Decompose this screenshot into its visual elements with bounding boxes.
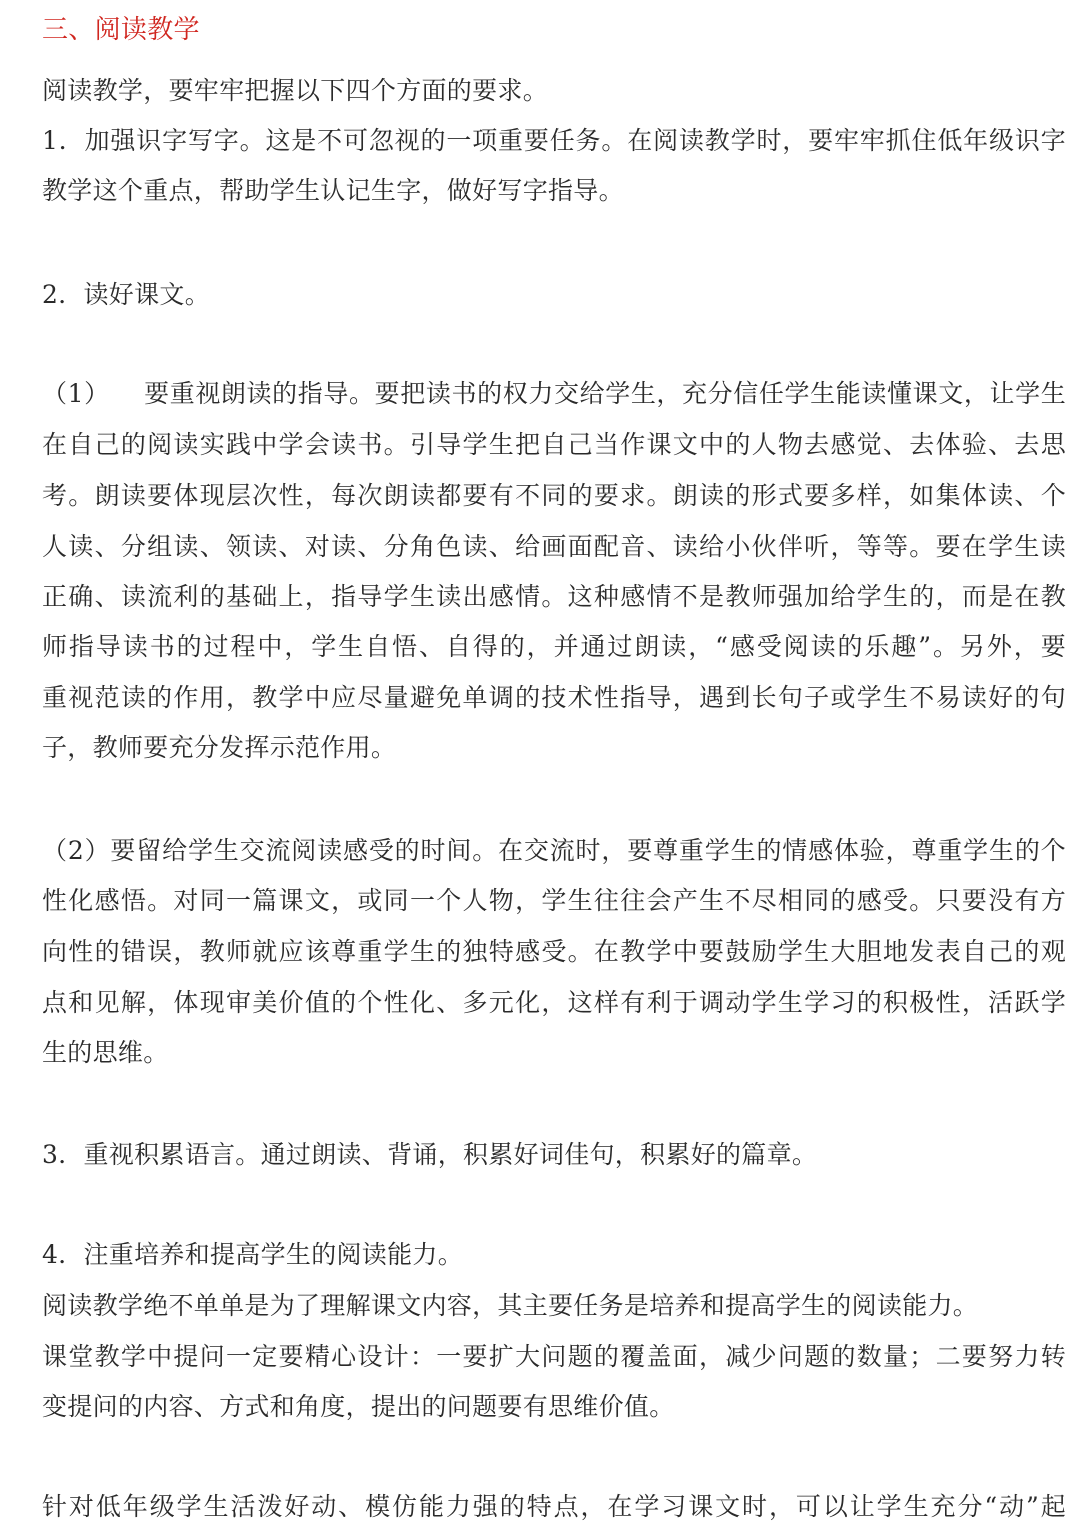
item2-sub1-line-6: 师指导读书的过程中，学生自悟、自得的，并通过朗读，“感受阅读的乐趣”。另外，要 [42, 632, 1066, 661]
item2-sub2-line-1: （2）要留给学生交流阅读感受的时间。在交流时，要尊重学生的情感体验，尊重学生的个 [42, 836, 1066, 865]
item2-sub2-line-3: 向性的错误，教师就应该尊重学生的独特感受。在教学中要鼓励学生大胆地发表自己的观 [42, 937, 1066, 966]
item2-sub1-line-7: 重视范读的作用，教学中应尽量避免单调的技术性指导，遇到长句子或学生不易读好的句 [42, 683, 1066, 712]
item2-sub2-line-5: 生的思维。 [42, 1038, 169, 1067]
item2-sub1-line-4: 人读、分组读、领读、对读、分角色读、给画面配音、读给小伙伴听，等等。要在学生读 [42, 532, 1066, 561]
item2-sub2-line-4: 点和见解，体现审美价值的个性化、多元化，这样有利于调动学生学习的积极性，活跃学 [42, 988, 1066, 1017]
item4-heading: 4．注重培养和提高学生的阅读能力。 [42, 1240, 464, 1269]
item2-sub1-line-8: 子，教师要充分发挥示范作用。 [42, 733, 397, 762]
section-title: 三、阅读教学 [42, 15, 200, 45]
section-intro: 阅读教学，要牢牢把握以下四个方面的要求。 [42, 76, 549, 105]
item2-sub1-line-1-text: 要重视朗读的指导。要把读书的权力交给学生，充分信任学生能读懂课文，让学生 [143, 379, 1066, 408]
item2-heading: 2．读好课文。 [42, 280, 211, 309]
item4-line-3: 变提问的内容、方式和角度，提出的问题要有思维价值。 [42, 1392, 675, 1421]
item4-line-1: 阅读教学绝不单单是为了理解课文内容，其主要任务是培养和提高学生的阅读能力。 [42, 1291, 979, 1320]
item2-sub1-line-2: 在自己的阅读实践中学会读书。引导学生把自己当作课文中的人物去感觉、去体验、去思 [42, 430, 1066, 459]
item1-line-1: 1．加强识字写字。这是不可忽视的一项重要任务。在阅读教学时，要牢牢抓住低年级识字 [42, 126, 1066, 155]
item2-sub1-line-3: 考。朗读要体现层次性，每次朗读都要有不同的要求。朗读的形式要多样，如集体读、个 [42, 481, 1066, 510]
item2-sub1-marker: （1） [42, 379, 110, 408]
item2-sub1-line-1 [42, 377, 1066, 411]
item2-sub2-line-2: 性化感悟。对同一篇课文，或同一个人物，学生往往会产生不尽相同的感受。只要没有方 [42, 886, 1066, 915]
item3-text: 3．重视积累语言。通过朗读、背诵，积累好词佳句，积累好的篇章。 [42, 1140, 818, 1169]
item4-line-2: 课堂教学中提问一定要精心设计：一要扩大问题的覆盖面，减少问题的数量；二要努力转 [42, 1342, 1066, 1371]
item2-sub1-line-5: 正确、读流利的基础上，指导学生读出感情。这种感情不是教师强加给学生的，而是在教 [42, 582, 1066, 611]
item4-last-line: 针对低年级学生活泼好动、模仿能力强的特点，在学习课文时，可以让学生充分“动”起 [42, 1492, 1066, 1521]
item1-line-2: 教学这个重点，帮助学生认记生字，做好写字指导。 [42, 176, 624, 205]
